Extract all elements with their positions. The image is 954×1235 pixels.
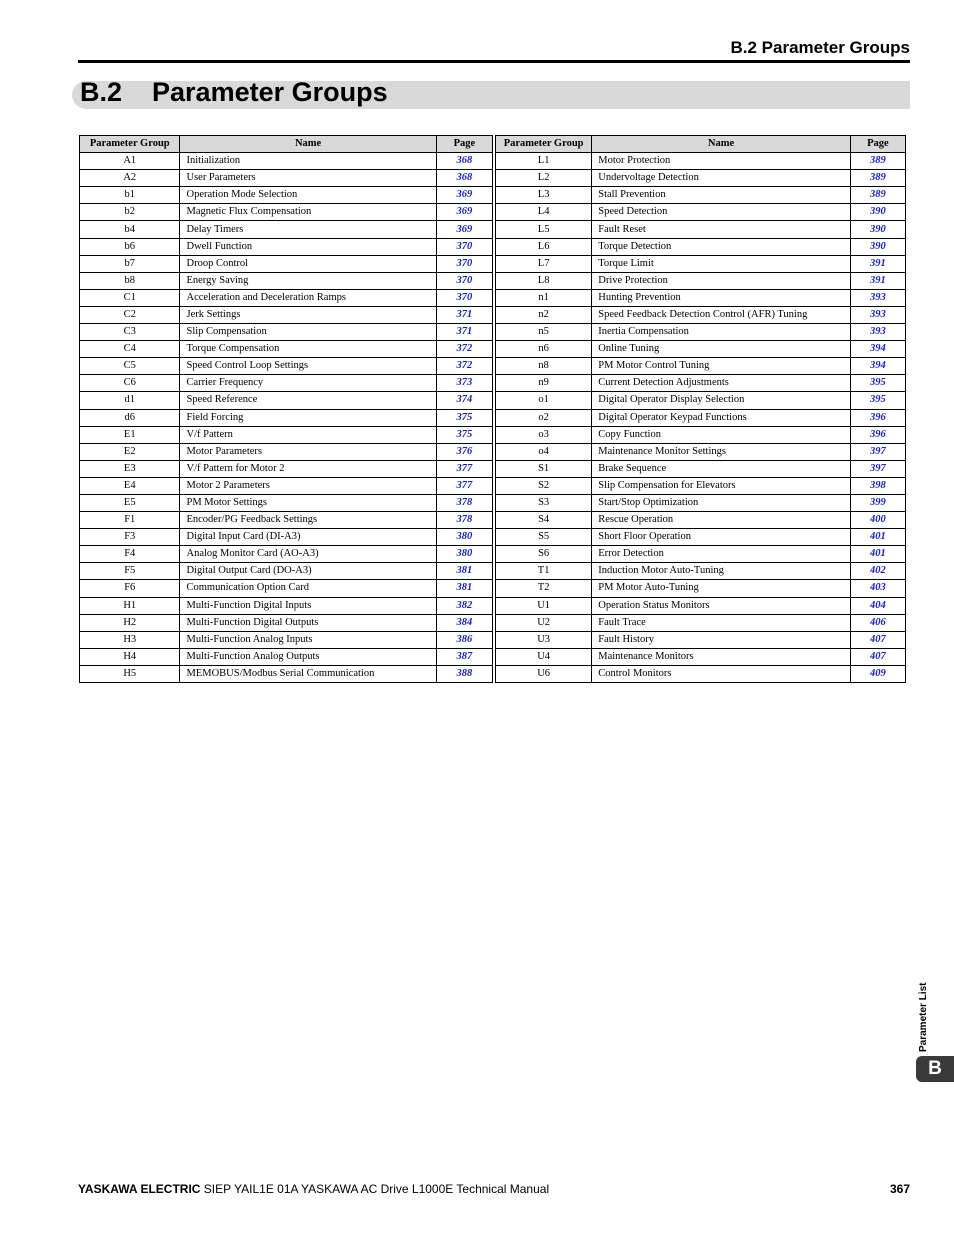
table-row <box>80 324 493 341</box>
page-link[interactable]: 395 <box>850 375 905 392</box>
table-row <box>496 477 906 494</box>
page-link[interactable]: 394 <box>850 341 905 358</box>
table-row <box>80 512 493 529</box>
parameter-group-cell: H3 <box>80 631 180 648</box>
parameter-group-cell: C3 <box>80 324 180 341</box>
table-row <box>80 443 493 460</box>
page-link[interactable]: 404 <box>850 597 905 614</box>
page-link[interactable]: 389 <box>850 170 905 187</box>
page-link[interactable]: 397 <box>850 443 905 460</box>
table-row <box>496 597 906 614</box>
table-row <box>496 426 906 443</box>
page-link[interactable]: 381 <box>436 563 492 580</box>
column-header-group: Parameter Group <box>496 136 592 153</box>
page-link[interactable]: 399 <box>850 494 905 511</box>
running-header: B.2 Parameter Groups <box>730 38 910 57</box>
parameter-group-cell: o3 <box>496 426 592 443</box>
table-row <box>496 614 906 631</box>
parameter-group-cell: d6 <box>80 409 180 426</box>
parameter-name-cell: Digital Operator Keypad Functions <box>592 409 851 426</box>
footer-left <box>78 1182 549 1196</box>
table-row <box>496 358 906 375</box>
parameter-group-cell: S3 <box>496 494 592 511</box>
column-header-name: Name <box>180 136 436 153</box>
parameter-name-cell: Copy Function <box>592 426 851 443</box>
page-link[interactable]: 368 <box>436 170 492 187</box>
parameter-group-cell: S4 <box>496 512 592 529</box>
page-link[interactable]: 396 <box>850 409 905 426</box>
parameter-name-cell: User Parameters <box>180 170 436 187</box>
parameter-group-cell: H2 <box>80 614 180 631</box>
page-link[interactable]: 369 <box>436 221 492 238</box>
page-link[interactable]: 402 <box>850 563 905 580</box>
table-row <box>80 187 493 204</box>
table-row <box>496 306 906 323</box>
parameter-group-cell: H5 <box>80 665 180 682</box>
table-row <box>80 204 493 221</box>
page-link[interactable]: 393 <box>850 306 905 323</box>
parameter-group-cell: L4 <box>496 204 592 221</box>
page-link[interactable]: 391 <box>850 272 905 289</box>
parameter-name-cell: Error Detection <box>592 546 851 563</box>
parameter-name-cell: PM Motor Control Tuning <box>592 358 851 375</box>
parameter-name-cell: Fault Trace <box>592 614 851 631</box>
page-link[interactable]: 390 <box>850 204 905 221</box>
parameter-group-cell: U3 <box>496 631 592 648</box>
page-link[interactable]: 386 <box>436 631 492 648</box>
parameter-group-cell: n2 <box>496 306 592 323</box>
parameter-name-cell: V/f Pattern <box>180 426 436 443</box>
parameter-group-cell: A1 <box>80 153 180 170</box>
parameter-group-cell: F4 <box>80 546 180 563</box>
page-link[interactable]: 401 <box>850 546 905 563</box>
page-link[interactable]: 389 <box>850 153 905 170</box>
parameter-group-cell: F1 <box>80 512 180 529</box>
parameter-name-cell: Delay Timers <box>180 221 436 238</box>
table-row <box>496 631 906 648</box>
table-row <box>80 648 493 665</box>
parameter-name-cell: Droop Control <box>180 255 436 272</box>
table-row <box>80 494 493 511</box>
table-row <box>496 375 906 392</box>
parameter-name-cell: Maintenance Monitors <box>592 648 851 665</box>
parameter-group-cell: F6 <box>80 580 180 597</box>
table-row <box>80 529 493 546</box>
table-row <box>496 529 906 546</box>
table-row <box>496 324 906 341</box>
parameter-name-cell: Digital Input Card (DI-A3) <box>180 529 436 546</box>
parameter-name-cell: Multi-Function Digital Outputs <box>180 614 436 631</box>
parameter-name-cell: Maintenance Monitor Settings <box>592 443 851 460</box>
parameter-name-cell: Field Forcing <box>180 409 436 426</box>
parameter-group-cell: L3 <box>496 187 592 204</box>
parameter-name-cell: Rescue Operation <box>592 512 851 529</box>
parameter-group-cell: U2 <box>496 614 592 631</box>
parameter-group-cell: E5 <box>80 494 180 511</box>
table-row <box>80 409 493 426</box>
table-row <box>496 392 906 409</box>
parameter-group-cell: U1 <box>496 597 592 614</box>
page-link[interactable]: 387 <box>436 648 492 665</box>
parameter-group-cell: o4 <box>496 443 592 460</box>
header-rule <box>78 60 910 63</box>
parameter-name-cell: Speed Control Loop Settings <box>180 358 436 375</box>
table-row <box>496 460 906 477</box>
parameter-name-cell: MEMOBUS/Modbus Serial Communication <box>180 665 436 682</box>
parameter-group-cell: U6 <box>496 665 592 682</box>
table-row <box>496 563 906 580</box>
parameter-name-cell: Slip Compensation for Elevators <box>592 477 851 494</box>
table-row <box>496 341 906 358</box>
parameter-name-cell: Magnetic Flux Compensation <box>180 204 436 221</box>
page-link[interactable]: 388 <box>436 665 492 682</box>
table-row <box>496 512 906 529</box>
parameter-group-cell: E2 <box>80 443 180 460</box>
parameter-group-cell: C6 <box>80 375 180 392</box>
page-link[interactable]: 373 <box>436 375 492 392</box>
table-row <box>80 358 493 375</box>
parameter-name-cell: Online Tuning <box>592 341 851 358</box>
parameter-name-cell: Undervoltage Detection <box>592 170 851 187</box>
parameter-group-cell: b8 <box>80 272 180 289</box>
table-row <box>496 153 906 170</box>
table-row <box>80 546 493 563</box>
parameter-group-cell: L7 <box>496 255 592 272</box>
parameter-group-cell: E3 <box>80 460 180 477</box>
footer-brand: YASKAWA ELECTRIC <box>78 1182 201 1196</box>
table-row <box>496 255 906 272</box>
table-row <box>496 494 906 511</box>
parameter-group-cell: C2 <box>80 306 180 323</box>
parameter-group-cell: C1 <box>80 289 180 306</box>
parameter-name-cell: Dwell Function <box>180 238 436 255</box>
page-link[interactable]: 381 <box>436 580 492 597</box>
table-row <box>496 409 906 426</box>
table-row <box>496 272 906 289</box>
table-row <box>80 272 493 289</box>
parameter-name-cell: Torque Compensation <box>180 341 436 358</box>
page-link[interactable]: 374 <box>436 392 492 409</box>
parameter-group-cell: n8 <box>496 358 592 375</box>
table-row <box>80 597 493 614</box>
table-row <box>80 426 493 443</box>
page-link[interactable]: 401 <box>850 529 905 546</box>
page-link[interactable]: 397 <box>850 460 905 477</box>
page-link[interactable]: 407 <box>850 648 905 665</box>
parameter-group-cell: o1 <box>496 392 592 409</box>
page-link[interactable]: 371 <box>436 324 492 341</box>
parameter-group-cell: L6 <box>496 238 592 255</box>
page-link[interactable]: 390 <box>850 238 905 255</box>
table-header-row <box>80 136 493 153</box>
table-row <box>80 580 493 597</box>
page-link[interactable]: 395 <box>850 392 905 409</box>
page-link[interactable]: 368 <box>436 153 492 170</box>
parameter-name-cell: Hunting Prevention <box>592 289 851 306</box>
parameter-table-left <box>79 135 493 683</box>
parameter-name-cell: Multi-Function Analog Outputs <box>180 648 436 665</box>
parameter-group-cell: b1 <box>80 187 180 204</box>
parameter-name-cell: Fault Reset <box>592 221 851 238</box>
page-link[interactable]: 372 <box>436 341 492 358</box>
page-link[interactable]: 370 <box>436 272 492 289</box>
page-link[interactable]: 400 <box>850 512 905 529</box>
page-link[interactable]: 393 <box>850 324 905 341</box>
parameter-group-cell: E4 <box>80 477 180 494</box>
table-row <box>496 238 906 255</box>
table-row <box>496 546 906 563</box>
page-link[interactable]: 403 <box>850 580 905 597</box>
page-link[interactable]: 380 <box>436 546 492 563</box>
parameter-name-cell: Acceleration and Deceleration Ramps <box>180 289 436 306</box>
side-tab-label: Parameter List <box>918 982 929 1052</box>
table-row <box>80 238 493 255</box>
page-link[interactable]: 369 <box>436 204 492 221</box>
page-link[interactable]: 376 <box>436 443 492 460</box>
page-link[interactable]: 371 <box>436 306 492 323</box>
parameter-group-cell: L2 <box>496 170 592 187</box>
page-link[interactable]: 390 <box>850 221 905 238</box>
table-row <box>80 460 493 477</box>
parameter-name-cell: Motor 2 Parameters <box>180 477 436 494</box>
parameter-group-cell: C4 <box>80 341 180 358</box>
parameter-name-cell: Fault History <box>592 631 851 648</box>
parameter-name-cell: Multi-Function Digital Inputs <box>180 597 436 614</box>
parameter-group-cell: E1 <box>80 426 180 443</box>
table-row <box>80 170 493 187</box>
page-link[interactable]: 370 <box>436 289 492 306</box>
footer-page-number: 367 <box>889 1182 910 1196</box>
parameter-name-cell: Drive Protection <box>592 272 851 289</box>
table-row <box>496 170 906 187</box>
column-header-page: Page <box>850 136 905 153</box>
page-link[interactable]: 378 <box>436 512 492 529</box>
parameter-name-cell: Speed Detection <box>592 204 851 221</box>
table-row <box>80 341 493 358</box>
parameter-name-cell: Operation Mode Selection <box>180 187 436 204</box>
parameter-name-cell: Control Monitors <box>592 665 851 682</box>
parameter-name-cell: Stall Prevention <box>592 187 851 204</box>
page-link[interactable]: 406 <box>850 614 905 631</box>
parameter-group-cell: S1 <box>496 460 592 477</box>
parameter-name-cell: Digital Output Card (DO-A3) <box>180 563 436 580</box>
parameter-name-cell: Carrier Frequency <box>180 375 436 392</box>
page-link[interactable]: 384 <box>436 614 492 631</box>
page-link[interactable]: 380 <box>436 529 492 546</box>
page-link[interactable]: 389 <box>850 187 905 204</box>
parameter-group-cell: H1 <box>80 597 180 614</box>
table-row <box>80 563 493 580</box>
page-link[interactable]: 393 <box>850 289 905 306</box>
parameter-group-cell: o2 <box>496 409 592 426</box>
page-link[interactable]: 375 <box>436 426 492 443</box>
page-link[interactable]: 409 <box>850 665 905 682</box>
page-link[interactable]: 377 <box>436 460 492 477</box>
parameter-group-cell: S2 <box>496 477 592 494</box>
table-row <box>80 221 493 238</box>
parameter-group-cell: T1 <box>496 563 592 580</box>
parameter-name-cell: Jerk Settings <box>180 306 436 323</box>
parameter-name-cell: Analog Monitor Card (AO-A3) <box>180 546 436 563</box>
parameter-group-cell: L1 <box>496 153 592 170</box>
parameter-group-cell: F5 <box>80 563 180 580</box>
page-link[interactable]: 372 <box>436 358 492 375</box>
parameter-name-cell: PM Motor Auto-Tuning <box>592 580 851 597</box>
parameter-group-cell: S5 <box>496 529 592 546</box>
table-row <box>496 443 906 460</box>
table-row <box>496 665 906 682</box>
parameter-name-cell: Speed Reference <box>180 392 436 409</box>
parameter-name-cell: Slip Compensation <box>180 324 436 341</box>
page-link[interactable]: 396 <box>850 426 905 443</box>
parameter-name-cell: Induction Motor Auto-Tuning <box>592 563 851 580</box>
table-row <box>496 221 906 238</box>
table-row <box>80 375 493 392</box>
page-link[interactable]: 369 <box>436 187 492 204</box>
parameter-name-cell: Motor Protection <box>592 153 851 170</box>
footer-doc-title: SIEP YAIL1E 01A YASKAWA AC Drive L1000E Technical Manual <box>200 1182 550 1196</box>
column-header-group: Parameter Group <box>80 136 180 153</box>
table-row <box>80 665 493 682</box>
parameter-group-cell: L8 <box>496 272 592 289</box>
page-link[interactable]: 375 <box>436 409 492 426</box>
parameter-group-cell: b7 <box>80 255 180 272</box>
table-row <box>80 392 493 409</box>
parameter-name-cell: Start/Stop Optimization <box>592 494 851 511</box>
parameter-group-cell: b2 <box>80 204 180 221</box>
page-link[interactable]: 370 <box>436 255 492 272</box>
page-link[interactable]: 398 <box>850 477 905 494</box>
parameter-group-cell: S6 <box>496 546 592 563</box>
parameter-group-cell: C5 <box>80 358 180 375</box>
column-header-page: Page <box>436 136 492 153</box>
table-row <box>80 255 493 272</box>
table-row <box>496 580 906 597</box>
table-row <box>496 289 906 306</box>
table-row <box>80 477 493 494</box>
table-row <box>80 289 493 306</box>
parameter-name-cell: Brake Sequence <box>592 460 851 477</box>
table-row <box>80 306 493 323</box>
parameter-group-cell: n6 <box>496 341 592 358</box>
parameter-name-cell: Operation Status Monitors <box>592 597 851 614</box>
page-link[interactable]: 382 <box>436 597 492 614</box>
parameter-name-cell: PM Motor Settings <box>180 494 436 511</box>
parameter-group-cell: b4 <box>80 221 180 238</box>
parameter-name-cell: Multi-Function Analog Inputs <box>180 631 436 648</box>
parameter-group-cell: F3 <box>80 529 180 546</box>
side-tab-letter: B <box>916 1056 954 1082</box>
table-row <box>80 631 493 648</box>
table-row <box>80 153 493 170</box>
parameter-group-cell: d1 <box>80 392 180 409</box>
page-link[interactable]: 370 <box>436 238 492 255</box>
parameter-name-cell: Digital Operator Display Selection <box>592 392 851 409</box>
parameter-group-cell: b6 <box>80 238 180 255</box>
page-link[interactable]: 394 <box>850 358 905 375</box>
parameter-group-cell: A2 <box>80 170 180 187</box>
parameter-group-cell: n1 <box>496 289 592 306</box>
parameter-group-cell: U4 <box>496 648 592 665</box>
table-row <box>496 204 906 221</box>
page-link[interactable]: 378 <box>436 494 492 511</box>
parameter-name-cell: Torque Detection <box>592 238 851 255</box>
parameter-name-cell: Short Floor Operation <box>592 529 851 546</box>
parameter-name-cell: Energy Saving <box>180 272 436 289</box>
table-row <box>496 187 906 204</box>
parameter-name-cell: Current Detection Adjustments <box>592 375 851 392</box>
parameter-name-cell: Inertia Compensation <box>592 324 851 341</box>
parameter-group-cell: T2 <box>496 580 592 597</box>
parameter-name-cell: Communication Option Card <box>180 580 436 597</box>
section-title: B.2 Parameter Groups <box>80 77 388 107</box>
parameter-group-cell: H4 <box>80 648 180 665</box>
parameter-name-cell: V/f Pattern for Motor 2 <box>180 460 436 477</box>
parameter-group-cell: n5 <box>496 324 592 341</box>
parameter-group-cell: L5 <box>496 221 592 238</box>
parameter-name-cell: Torque Limit <box>592 255 851 272</box>
table-row <box>496 648 906 665</box>
page-link[interactable]: 391 <box>850 255 905 272</box>
parameter-name-cell: Initialization <box>180 153 436 170</box>
parameter-name-cell: Motor Parameters <box>180 443 436 460</box>
parameter-group-cell: n9 <box>496 375 592 392</box>
parameter-name-cell: Encoder/PG Feedback Settings <box>180 512 436 529</box>
table-header-row <box>496 136 906 153</box>
table-row <box>80 614 493 631</box>
page-link[interactable]: 377 <box>436 477 492 494</box>
column-header-name: Name <box>592 136 851 153</box>
page-link[interactable]: 407 <box>850 631 905 648</box>
parameter-name-cell: Speed Feedback Detection Control (AFR) Tuning <box>592 306 851 323</box>
parameter-table-right <box>495 135 906 683</box>
